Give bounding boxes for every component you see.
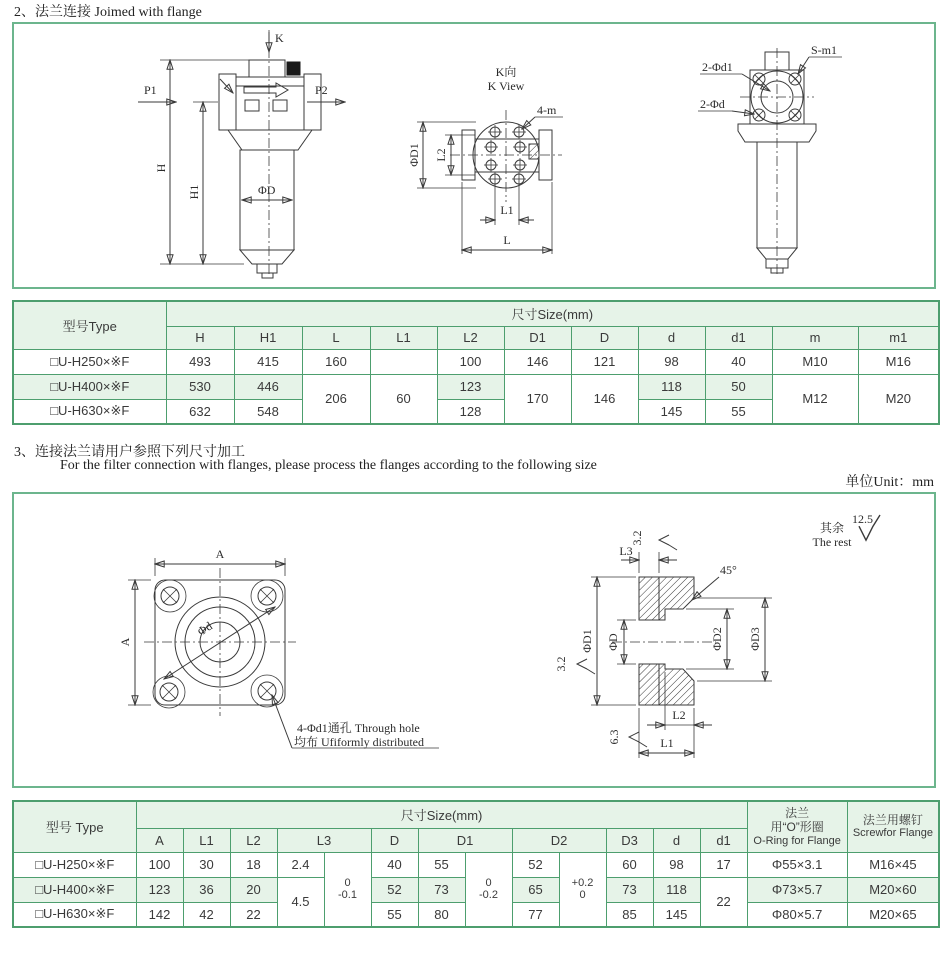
t2-r1-oring: Φ73×5.7 [747, 877, 847, 902]
rest-label-en: The rest [812, 535, 852, 549]
flange-machining-size-table [12, 800, 940, 928]
t1-r0-dd: 98 [638, 349, 705, 374]
dim-label-phid-face: Φd [194, 618, 215, 639]
t1-col-d1: D1 [504, 326, 571, 349]
t2-size-header: 尺寸Size(mm) [136, 801, 747, 828]
t2-r0-d2: 52 [512, 852, 559, 877]
k-view-title-en: K View [487, 79, 525, 93]
t1-r0-h1: 415 [234, 349, 302, 374]
t2-col-a: A [136, 828, 183, 852]
t2-r0-type: □U-H250×※F [13, 852, 136, 877]
callout-4m: 4-m [537, 103, 557, 117]
t2-r2-a: 142 [136, 902, 183, 927]
t2-d2-tol-bot: 0 [579, 889, 586, 902]
t1-r1-d1: 170 [504, 374, 571, 424]
t1-r2-dd: 145 [638, 399, 705, 424]
dim-label-phid: ΦD [258, 183, 276, 197]
t1-col-m1: m1 [858, 326, 939, 349]
flange-face-view [118, 547, 439, 749]
t1-r0-m: M10 [772, 349, 858, 374]
k-view-title-zh: K向 [495, 65, 517, 79]
callout-sm1: S-m1 [811, 43, 838, 57]
t2-r0-l3: 2.4 [277, 852, 324, 877]
dim-label-l: L [503, 233, 511, 247]
section-3-heading-en: For the filter connection with flanges, please process the flanges according to the following size [60, 458, 597, 473]
callout-2phid1: 2-Φd1 [702, 60, 733, 74]
t1-r2-dd1: 55 [705, 399, 772, 424]
t2-r2-l1: 42 [183, 902, 230, 927]
roughness-12-5: 12.5 [852, 512, 873, 526]
dim-label-l1: L1 [500, 203, 514, 217]
dim-label-phid-sec: ΦD [606, 633, 620, 651]
t2-d1-tol-bot: -0.2 [479, 889, 498, 902]
dim-label-k: K [275, 31, 284, 45]
table2-header-row-1 [13, 801, 939, 828]
t2-screw-header-en: Screwfor Flange [852, 827, 933, 840]
t1-col-h1: H1 [234, 326, 302, 349]
t1-r0-l1 [370, 349, 437, 374]
flange-connection-size-table [12, 300, 940, 425]
dim-label-phid1: ΦD1 [407, 143, 421, 167]
t2-col-l2: L2 [230, 828, 277, 852]
t2-r1-d2: 65 [512, 877, 559, 902]
port-label-p2: P2 [315, 83, 328, 97]
t1-r2-h: 632 [166, 399, 234, 424]
t2-r0-screw: M16×45 [847, 852, 939, 877]
indicator-square [287, 62, 300, 75]
t1-size-header: 尺寸Size(mm) [166, 301, 939, 326]
t2-r2-d2: 77 [512, 902, 559, 927]
dim-label-h: H [154, 163, 168, 173]
t2-r1-type: □U-H400×※F [13, 877, 136, 902]
t2-r0-dd: 98 [653, 852, 700, 877]
t2-r1-d: 52 [371, 877, 418, 902]
t2-col-l3: L3 [277, 828, 371, 852]
through-hole-callout-line1: 4-Φd1通孔 Through hole [297, 721, 420, 735]
t2-r0-a: 100 [136, 852, 183, 877]
rest-label-zh: 其余 [819, 521, 845, 535]
t2-col-dd1: d1 [700, 828, 747, 852]
t2-r2-screw: M20×65 [847, 902, 939, 927]
t2-r1-dd1: 22 [700, 877, 747, 927]
t2-r2-d3: 85 [606, 902, 653, 927]
flange-connection-drawing [14, 24, 934, 283]
t1-r0-d: 121 [571, 349, 638, 374]
t1-r1-dd: 118 [638, 374, 705, 399]
t2-col-d1: D1 [418, 828, 512, 852]
t2-r1-l3: 4.5 [277, 877, 324, 927]
t2-oring-header-zh1: 法兰 [785, 805, 810, 820]
t1-col-h: H [166, 326, 234, 349]
table2-row-uh250 [13, 852, 939, 877]
callout-2phid: 2-Φd [700, 97, 725, 111]
t2-d2-tolerance [559, 852, 606, 927]
t1-r1-l1: 60 [370, 374, 437, 424]
t1-r2-type: □U-H630×※F [13, 399, 166, 424]
t2-col-dd: d [653, 828, 700, 852]
t1-col-dd1: d1 [705, 326, 772, 349]
dim-label-a-left: A [118, 637, 132, 647]
t2-d1-tol-top: 0 [485, 876, 492, 889]
t1-r1-m: M12 [772, 374, 858, 424]
t2-r1-a: 123 [136, 877, 183, 902]
t2-oring-header-en: O-Ring for Flange [753, 834, 841, 847]
t2-col-d: D [371, 828, 418, 852]
t2-r0-oring: Φ55×3.1 [747, 852, 847, 877]
t1-r0-l: 160 [302, 349, 370, 374]
t2-screw-header-zh: 法兰用螺钉 [862, 812, 923, 827]
filter-front-view [138, 30, 345, 278]
table1-row-uh250 [13, 349, 939, 374]
dim-label-l1-sec: L1 [660, 736, 674, 750]
section-2-heading-en: Joimed with flange [94, 5, 202, 20]
t2-col-d3: D3 [606, 828, 653, 852]
t1-r1-h: 530 [166, 374, 234, 399]
dim-label-l2-sec: L2 [672, 708, 686, 722]
roughness-3-2-top: 3.2 [630, 530, 644, 546]
dim-label-l2: L2 [434, 148, 448, 162]
t2-r2-dd: 145 [653, 902, 700, 927]
t2-l3-tolerance [324, 852, 371, 927]
t2-r0-l2: 18 [230, 852, 277, 877]
t2-r1-dd: 118 [653, 877, 700, 902]
dim-label-phid2: ΦD2 [710, 627, 724, 651]
filter-top-view [698, 43, 842, 276]
t2-r0-d: 40 [371, 852, 418, 877]
port-label-p1: P1 [144, 83, 157, 97]
t1-r1-dd1: 50 [705, 374, 772, 399]
t2-l3-tol-top: 0 [344, 876, 351, 889]
t1-col-d: D [571, 326, 638, 349]
t2-r2-d1: 80 [418, 902, 465, 927]
t2-r1-l1: 36 [183, 877, 230, 902]
t2-r1-d1: 73 [418, 877, 465, 902]
t1-col-l1: L1 [370, 326, 437, 349]
t1-r1-d: 146 [571, 374, 638, 424]
t2-oring-header-zh2: 用“O”形圈 [770, 820, 824, 835]
t2-oring-header [747, 801, 847, 852]
t1-col-dd: d [638, 326, 705, 349]
k-view [407, 65, 563, 254]
t2-screw-header [847, 801, 939, 852]
section-2-heading [14, 1, 202, 21]
t1-r2-h1: 548 [234, 399, 302, 424]
section-2-heading-zh: 2、法兰连接 [14, 5, 91, 20]
t1-r1-l: 206 [302, 374, 370, 424]
roughness-6-3: 6.3 [607, 729, 621, 745]
t1-r0-d1: 146 [504, 349, 571, 374]
t1-r1-type: □U-H400×※F [13, 374, 166, 399]
t2-d2-tol-top: +0.2 [571, 876, 594, 889]
flange-connection-drawing-panel [12, 22, 936, 289]
t1-r1-m1: M20 [858, 374, 939, 424]
dim-label-a-top: A [215, 547, 225, 561]
t2-r0-d3: 60 [606, 852, 653, 877]
t2-col-l1: L1 [183, 828, 230, 852]
t1-r0-m1: M16 [858, 349, 939, 374]
t1-r0-type: □U-H250×※F [13, 349, 166, 374]
chamfer-45-label: 45° [720, 563, 737, 577]
t2-d1-tolerance [465, 852, 512, 927]
bolt-holes [484, 125, 527, 186]
t1-r0-dd1: 40 [705, 349, 772, 374]
dim-label-h1: H1 [187, 184, 201, 200]
t2-r0-d1: 55 [418, 852, 465, 877]
flange-section-view [554, 512, 880, 758]
dim-label-phid3: ΦD3 [748, 627, 762, 651]
t2-r0-dd1: 17 [700, 852, 747, 877]
flange-machining-drawing-panel [12, 492, 936, 788]
t2-r1-screw: M20×60 [847, 877, 939, 902]
t2-r2-d: 55 [371, 902, 418, 927]
dim-label-phid1-sec: ΦD1 [580, 629, 594, 653]
unit-label: 单位Unit：mm [845, 475, 934, 490]
t2-r2-l2: 22 [230, 902, 277, 927]
t2-col-d2: D2 [512, 828, 606, 852]
table1-header-row-1 [13, 301, 939, 326]
t2-r1-l2: 20 [230, 877, 277, 902]
t1-type-header: 型号Type [13, 301, 166, 349]
t2-r2-oring: Φ80×5.7 [747, 902, 847, 927]
table1-row-uh400 [13, 374, 939, 399]
t2-r0-l1: 30 [183, 852, 230, 877]
t2-r2-type: □U-H630×※F [13, 902, 136, 927]
section-3-heading-zh: 3、连接法兰请用户参照下列尺寸加工 [14, 445, 245, 460]
t1-r1-l2: 123 [437, 374, 504, 399]
t1-col-m: m [772, 326, 858, 349]
t1-r0-h: 493 [166, 349, 234, 374]
through-hole-callout-line2: 均布 Ufiformly distributed [294, 735, 424, 749]
t1-col-l: L [302, 326, 370, 349]
t1-r0-l2: 100 [437, 349, 504, 374]
dim-label-l3: L3 [619, 544, 633, 558]
flange-machining-drawing [14, 494, 934, 782]
t2-type-header: 型号 Type [13, 801, 136, 852]
t1-r1-h1: 446 [234, 374, 302, 399]
t1-col-l2: L2 [437, 326, 504, 349]
roughness-3-2-left: 3.2 [554, 656, 568, 672]
t1-r2-l2: 128 [437, 399, 504, 424]
t2-r1-d3: 73 [606, 877, 653, 902]
t2-l3-tol-bot: -0.1 [338, 889, 357, 902]
